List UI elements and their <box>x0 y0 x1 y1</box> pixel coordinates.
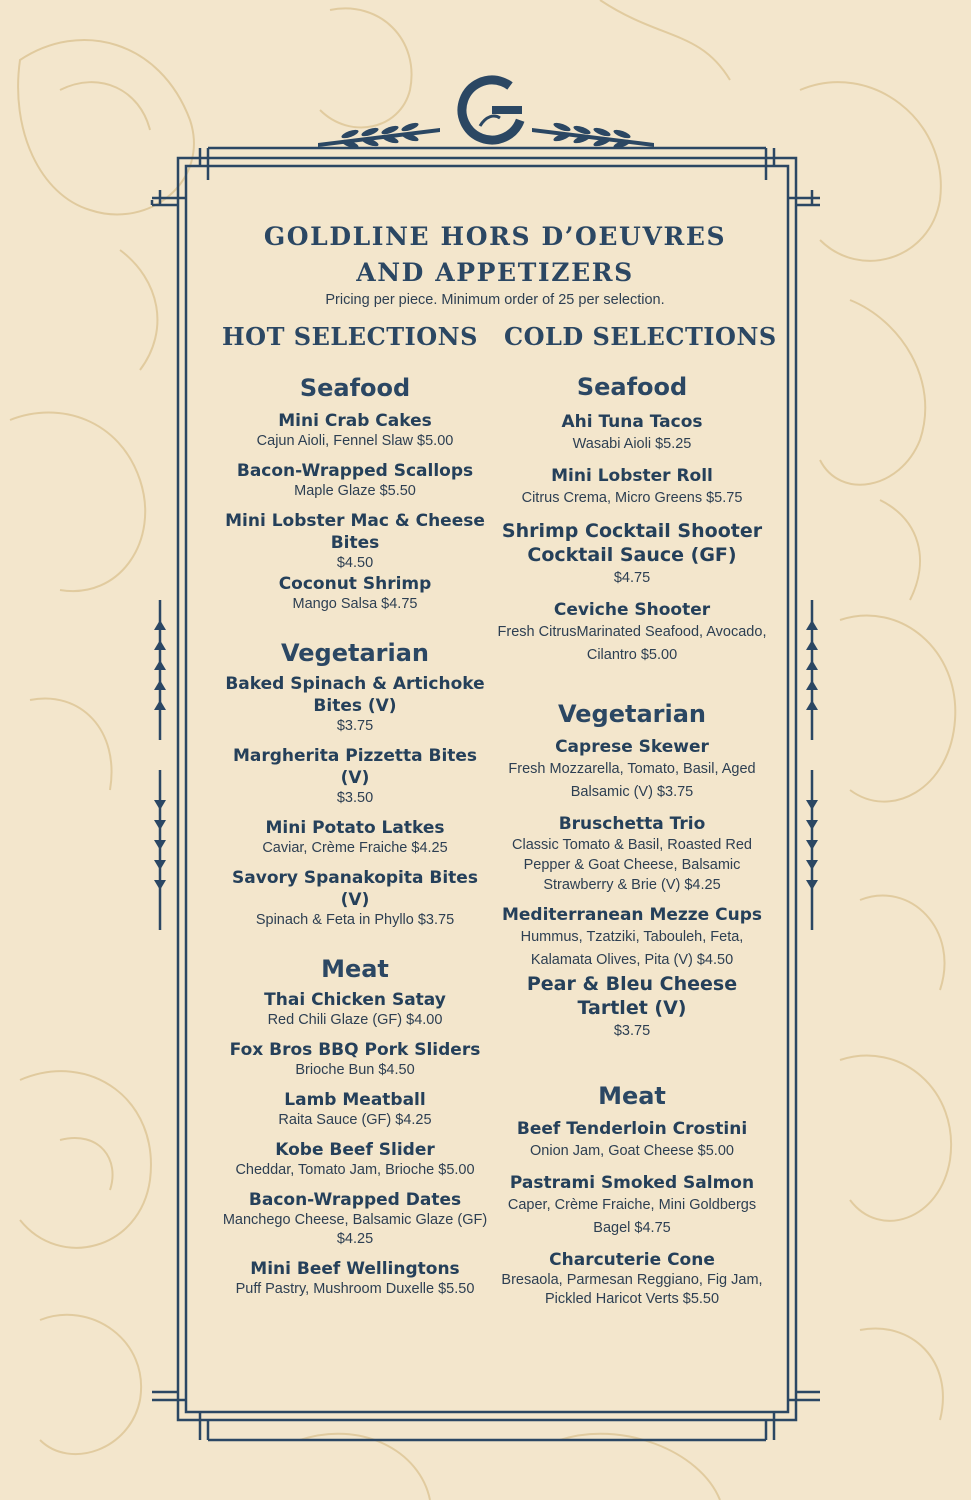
menu-item <box>220 745 490 808</box>
cold-seafood-heading: Seafood <box>576 373 688 401</box>
menu-item <box>496 1118 768 1163</box>
item-description: Raita Sauce (GF) $4.25 <box>278 1112 432 1128</box>
item-name: Pastrami Smoked Salmon <box>509 1173 755 1193</box>
item-description: Red Chili Glaze (GF) $4.00 <box>267 1012 443 1028</box>
menu-item <box>220 817 490 858</box>
item-description: Caper, Crème Fraiche, Mini Goldbergs Bagel $4.75 <box>507 1197 757 1236</box>
item-description: Hummus, Tzatziki, Tabouleh, Feta, Kalamata Olives, Pita (V) $4.50 <box>520 929 744 968</box>
menu-title-line1: GOLDLINE HORS D’OEUVRES <box>263 222 727 251</box>
hot-seafood-heading: Seafood <box>299 374 411 402</box>
item-description: Puff Pastry, Mushroom Duxelle $5.50 <box>235 1281 475 1297</box>
menu-item <box>496 736 768 804</box>
menu-item <box>220 1258 490 1299</box>
item-name: Baked Spinach & Artichoke Bites (V) <box>225 674 485 716</box>
item-description: Cajun Aioli, Fennel Slaw $5.00 <box>256 433 454 449</box>
item-description: $3.75 <box>336 718 374 734</box>
item-name: Savory Spanakopita Bites (V) <box>232 868 478 910</box>
item-description: $4.50 <box>336 555 374 571</box>
menu-item <box>220 460 490 501</box>
item-name: Mini Crab Cakes <box>278 411 432 431</box>
item-name: Fox Bros BBQ Pork Sliders <box>229 1040 481 1060</box>
cold-vegetarian-heading: Vegetarian <box>557 700 706 728</box>
hot-meat-heading: Meat <box>321 955 389 983</box>
item-description: Spinach & Feta in Phyllo $3.75 <box>255 912 455 928</box>
menu-item <box>496 599 768 667</box>
item-description: Fresh CitrusMarinated Seafood, Avocado, Cilantro $5.00 <box>497 624 767 663</box>
item-name: Coconut Shrimp <box>278 574 432 594</box>
cold-selections-column <box>496 371 768 1318</box>
item-description: Onion Jam, Goat Cheese $5.00 <box>530 1143 734 1159</box>
menu-item <box>496 465 768 510</box>
menu-item <box>220 1189 490 1249</box>
hot-vegetarian-heading: Vegetarian <box>280 639 429 667</box>
hot-selections-heading: HOT SELECTIONS <box>222 322 478 351</box>
item-name: Mediterranean Mezze Cups <box>501 905 762 925</box>
item-description: Maple Glaze $5.50 <box>294 483 416 499</box>
menu-item <box>220 867 490 930</box>
item-description: Cheddar, Tomato Jam, Brioche $5.00 <box>235 1162 475 1178</box>
item-name: Mini Potato Latkes <box>265 818 445 838</box>
menu-item <box>220 510 490 573</box>
cold-selections-heading: COLD SELECTIONS <box>504 322 777 351</box>
item-name: Margherita Pizzetta Bites (V) <box>232 746 478 788</box>
item-name: Caprese Skewer <box>555 737 709 757</box>
item-name: Shrimp Cocktail Shooter Cocktail Sauce (GF) <box>501 520 763 566</box>
menu-item <box>220 1139 490 1180</box>
menu-item <box>496 972 768 1043</box>
item-description: $3.75 <box>613 1023 651 1039</box>
item-description: Bresaola, Parmesan Reggiano, Fig Jam, Pickled Haricot Verts $5.50 <box>501 1272 763 1307</box>
menu-item <box>496 519 768 590</box>
item-name: Thai Chicken Satay <box>264 990 446 1010</box>
menu-item <box>220 1039 490 1080</box>
item-name: Charcuterie Cone <box>549 1250 715 1270</box>
item-description: Classic Tomato & Basil, Roasted Red Pepper & Goat Cheese, Balsamic Strawberry & Brie (V) $4.25 <box>512 837 752 893</box>
menu-item <box>496 904 768 972</box>
item-name: Pear & Bleu Cheese Tartlet (V) <box>526 973 738 1019</box>
menu-subtitle: Pricing per piece. Minimum order of 25 per selection. <box>325 292 665 308</box>
menu-item <box>220 989 490 1030</box>
menu-item <box>220 410 490 451</box>
item-description: Fresh Mozzarella, Tomato, Basil, Aged Balsamic (V) $3.75 <box>508 761 756 800</box>
menu-item <box>220 673 490 736</box>
item-description: Manchego Cheese, Balsamic Glaze (GF) $4.25 <box>222 1212 488 1247</box>
item-description: Wasabi Aioli $5.25 <box>572 436 692 452</box>
item-description: Mango Salsa $4.75 <box>292 596 418 612</box>
item-name: Bruschetta Trio <box>558 814 706 834</box>
hot-selections-column <box>220 372 490 1308</box>
menu-item <box>220 1089 490 1130</box>
menu-title-line2: AND APPETIZERS <box>356 258 634 287</box>
menu-item <box>496 1172 768 1240</box>
item-description: Brioche Bun $4.50 <box>295 1062 415 1078</box>
item-name: Beef Tenderloin Crostini <box>516 1119 748 1139</box>
menu-item <box>220 573 490 614</box>
item-description: $3.50 <box>336 790 374 806</box>
item-name: Mini Beef Wellingtons <box>250 1259 460 1279</box>
item-name: Mini Lobster Roll <box>551 466 713 486</box>
menu-item <box>496 813 768 895</box>
menu-item <box>496 1249 768 1309</box>
item-description: Citrus Crema, Micro Greens $5.75 <box>521 490 743 506</box>
cold-meat-heading: Meat <box>598 1082 666 1110</box>
item-description: $4.75 <box>613 570 651 586</box>
menu-item <box>496 411 768 456</box>
item-name: Bacon-Wrapped Dates <box>248 1190 462 1210</box>
item-name: Lamb Meatball <box>284 1090 426 1110</box>
item-name: Ceviche Shooter <box>553 600 711 620</box>
item-name: Mini Lobster Mac & Cheese Bites <box>225 511 485 553</box>
item-name: Ahi Tuna Tacos <box>561 412 703 432</box>
item-name: Kobe Beef Slider <box>275 1140 435 1160</box>
item-description: Caviar, Crème Fraiche $4.25 <box>262 840 448 856</box>
goldline-logo-icon <box>456 74 528 146</box>
item-name: Bacon-Wrapped Scallops <box>236 461 474 481</box>
